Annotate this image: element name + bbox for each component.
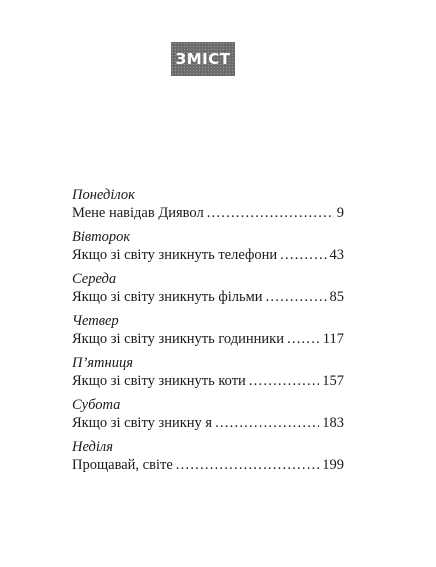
toc-entry-title: Якщо зі світу зникнуть телефони (72, 247, 278, 263)
toc-day-label: Неділя (72, 439, 113, 455)
toc-page-number: 43 (329, 247, 344, 263)
toc-day-label: П’ятниця (72, 355, 133, 371)
toc-entry-title: Прощавай, світе (72, 457, 173, 473)
dot-leader (280, 246, 326, 264)
toc-entry (72, 456, 344, 474)
toc-entry (72, 372, 344, 390)
toc-day-label: Субота (72, 397, 121, 413)
toc-page-number: 199 (322, 457, 344, 473)
toc-day-label: Четвер (72, 313, 119, 329)
toc-section-thursday (72, 313, 344, 348)
toc-entry-title: Якщо зі світу зникнуть годинники (72, 331, 284, 347)
toc-section-wednesday (72, 271, 344, 306)
toc-entry (72, 204, 344, 222)
toc-section-sunday (72, 439, 344, 474)
toc-entry-title: Якщо зі світу зникнуть коти (72, 373, 246, 389)
toc-section-friday (72, 355, 344, 390)
toc-section-tuesday (72, 229, 344, 264)
dot-leader (249, 372, 319, 390)
toc-section-monday (72, 187, 344, 222)
dot-leader (176, 456, 319, 474)
toc-day-label: Вівторок (72, 229, 131, 245)
toc-page-number: 9 (336, 205, 344, 221)
toc-day-label: Середа (72, 271, 117, 287)
toc-entry-title: Мене навідав Диявол (72, 205, 204, 221)
contents-heading: ЗМІСТ (175, 50, 231, 68)
toc-entry-title: Якщо зі світу зникну я (72, 415, 213, 431)
table-of-contents (72, 187, 344, 481)
toc-page-number: 85 (329, 289, 344, 305)
toc-page-number: 117 (322, 331, 344, 347)
toc-entry (72, 246, 344, 264)
toc-day-label: Понеділок (72, 187, 135, 203)
toc-page-number: 157 (322, 373, 344, 389)
dot-leader (215, 414, 319, 432)
toc-entry-title: Якщо зі світу зникнуть фільми (72, 289, 263, 305)
dot-leader (287, 330, 320, 348)
toc-entry (72, 288, 344, 306)
toc-entry (72, 330, 344, 348)
toc-section-saturday (72, 397, 344, 432)
toc-entry (72, 414, 344, 432)
dot-leader (266, 288, 327, 306)
toc-page-number: 183 (322, 415, 344, 431)
contents-heading-badge (171, 42, 235, 76)
dot-leader (207, 204, 334, 222)
